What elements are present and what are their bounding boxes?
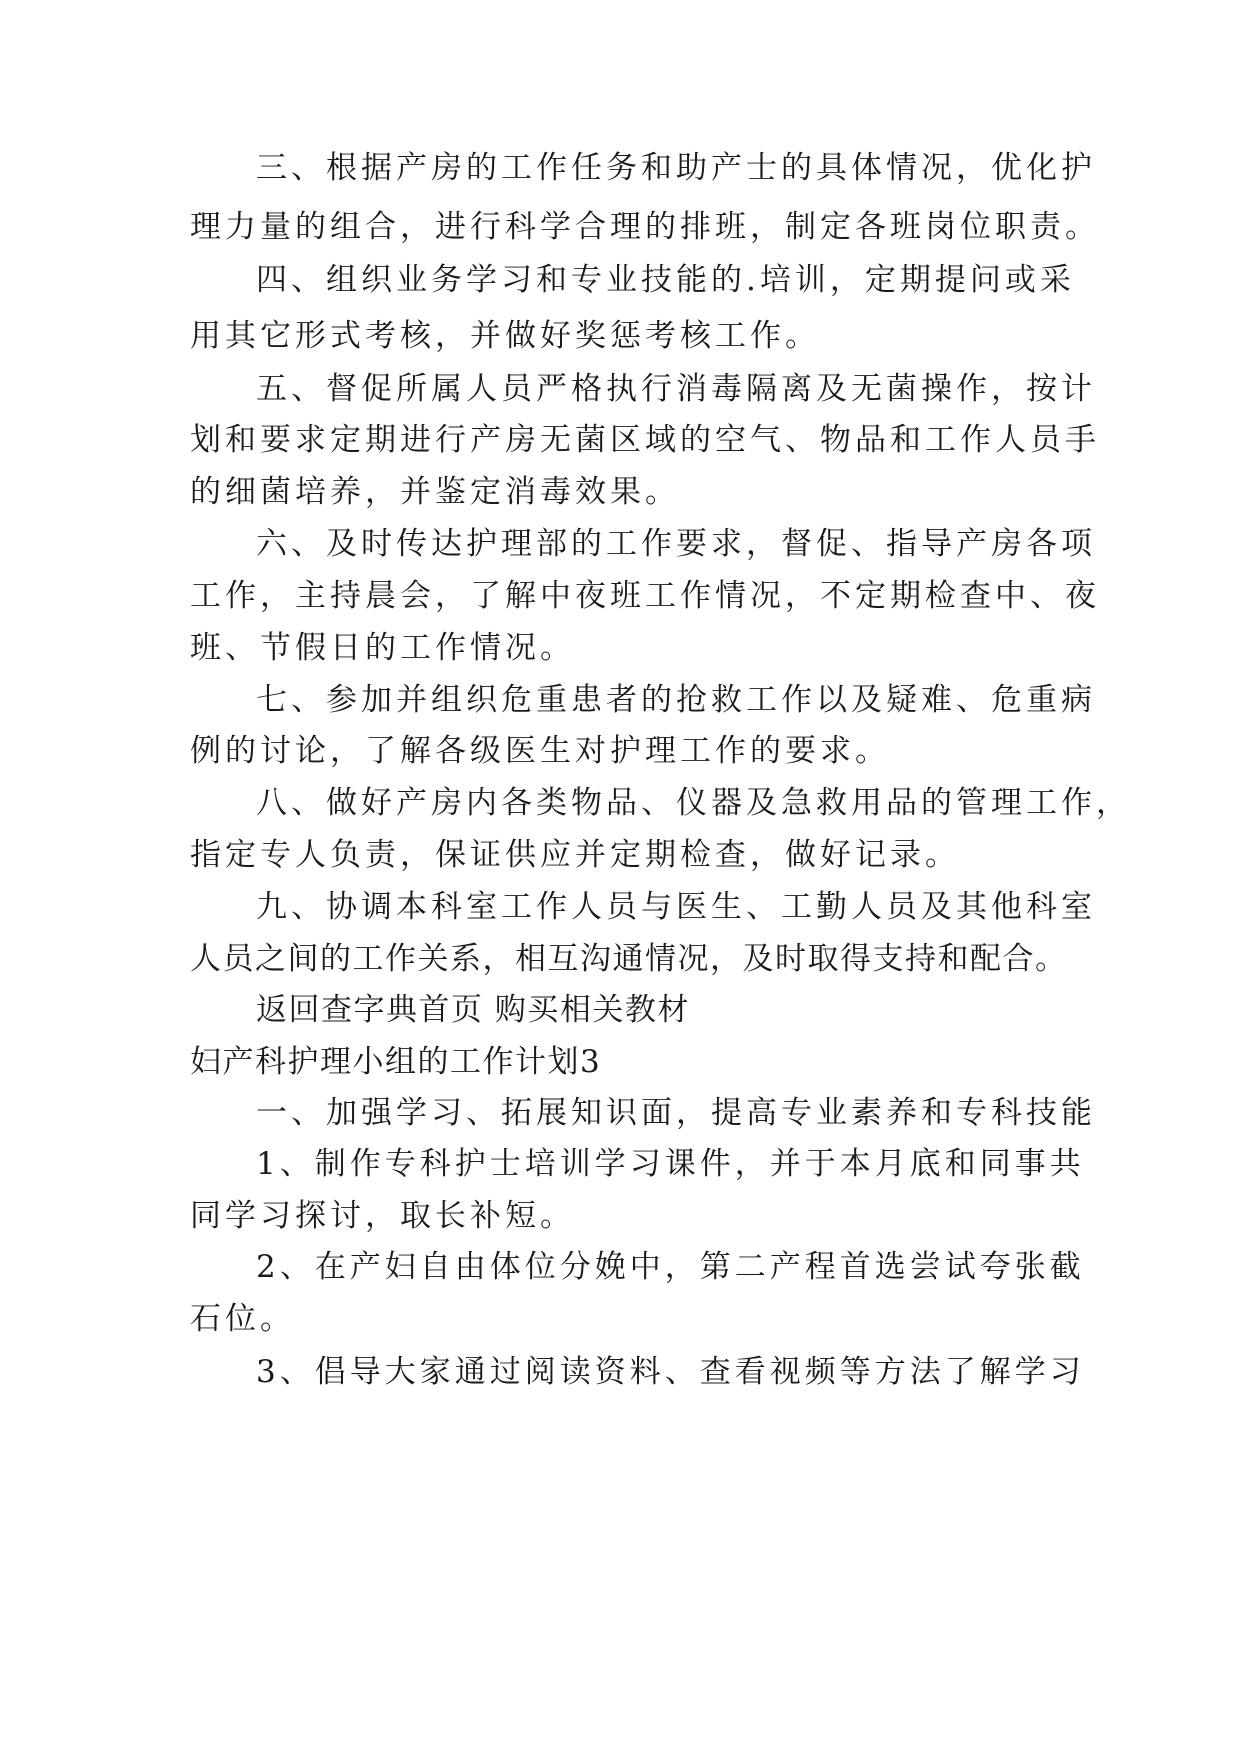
paragraph-line: 七、参加并组织危重患者的抢救工作以及疑难、危重病 [256,682,1096,718]
paragraph-line: 班、节假日的工作情况。 [190,630,575,666]
paragraph-line: 划和要求定期进行产房无菌区域的空气、物品和工作人员手 [190,422,1100,458]
paragraph-line: 例的讨论，了解各级医生对护理工作的要求。 [190,733,890,769]
paragraph-line: 指定专人负责，保证供应并定期检查，做好记录。 [190,837,960,873]
paragraph-line: 工作，主持晨会，了解中夜班工作情况，不定期检查中、夜 [190,578,1100,614]
section-title: 妇产科护理小组的工作计划3 [190,1044,602,1080]
paragraph-line: 同学习探讨，取长补短。 [190,1198,575,1234]
paragraph-line: 八、做好产房内各类物品、仪器及急救用品的管理工作， [256,785,1131,821]
paragraph-line: 1、制作专科护士培训学习课件，并于本月底和同事共 [256,1146,1085,1182]
paragraph-line: 人员之间的工作关系，相互沟通情况，及时取得支持和配合。 [190,941,1068,977]
paragraph-line: 五、督促所属人员严格执行消毒隔离及无菌操作，按计 [256,371,1096,407]
paragraph-line: 石位。 [190,1301,295,1337]
return-link-line[interactable]: 返回查字典首页 购买相关教材 [256,992,690,1028]
paragraph-line: 的细菌培养，并鉴定消毒效果。 [190,474,680,510]
paragraph-line: 一、加强学习、拓展知识面，提高专业素养和专科技能 [256,1095,1096,1131]
paragraph-line: 四、组织业务学习和专业技能的.培训，定期提问或采 [256,262,1075,298]
paragraph-line: 六、及时传达护理部的工作要求，督促、指导产房各项 [256,526,1096,562]
paragraph-line: 九、协调本科室工作人员与医生、工勤人员及其他科室 [256,889,1096,925]
paragraph-line: 2、在产妇自由体位分娩中，第二产程首选尝试夸张截 [256,1249,1085,1285]
paragraph-line: 三、根据产房的工作任务和助产士的具体情况，优化护 [256,150,1096,186]
paragraph-line: 3、倡导大家通过阅读资料、查看视频等方法了解学习 [256,1354,1085,1390]
paragraph-line: 用其它形式考核，并做好奖惩考核工作。 [190,318,820,354]
paragraph-line: 理力量的组合，进行科学合理的排班，制定各班岗位职责。 [190,209,1100,245]
